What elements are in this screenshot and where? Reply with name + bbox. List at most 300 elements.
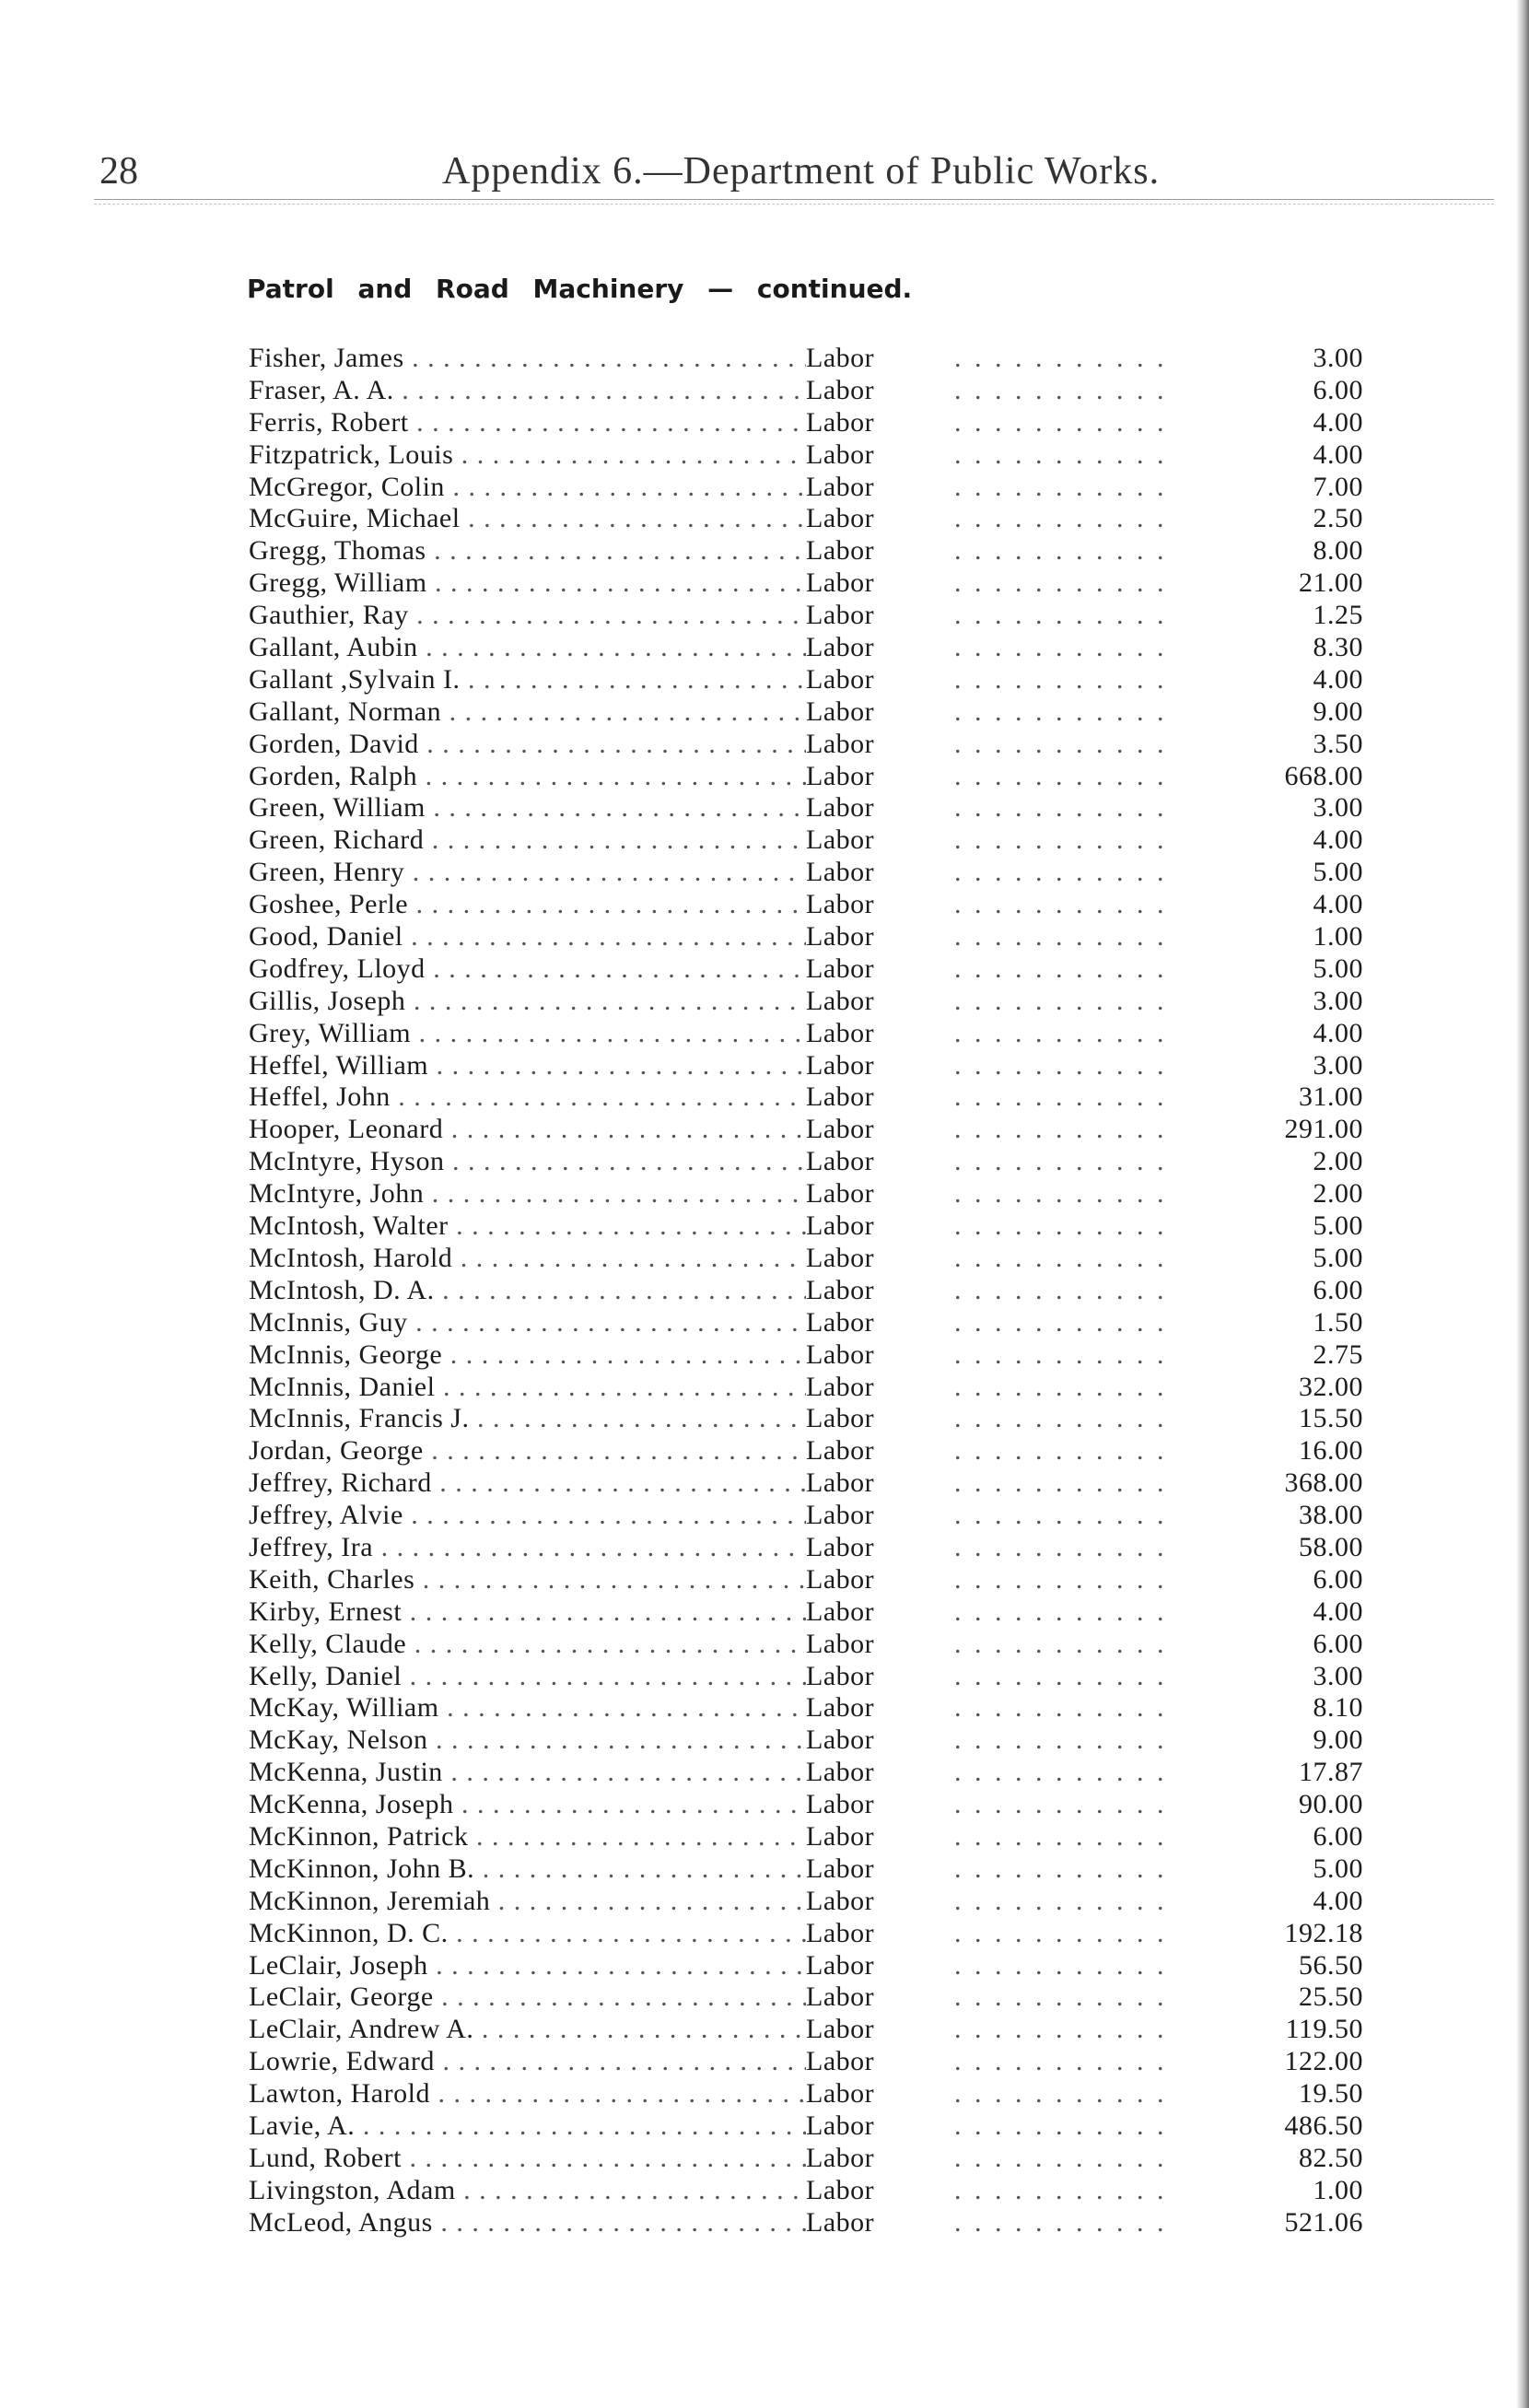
ledger-row xyxy=(249,792,1363,824)
payment-kind: Labor xyxy=(806,1981,875,2013)
ledger-row xyxy=(249,1114,1363,1146)
payment-amount: 6.00 xyxy=(1313,1628,1363,1659)
payment-amount: 4.00 xyxy=(1313,824,1363,856)
payee-name: Lund, Robert . . . xyxy=(249,2143,806,2175)
payment-amount: 3.00 xyxy=(1313,1660,1363,1691)
payment-amount: 291.00 xyxy=(1284,1114,1363,1145)
payee-name: McKinnon, John B. . . . xyxy=(249,1853,806,1886)
payment-amount: 38.00 xyxy=(1299,1500,1363,1531)
ledger-table xyxy=(249,343,1363,2239)
payment-kind: Labor xyxy=(806,1563,875,1595)
ledger-row xyxy=(249,2078,1363,2110)
payment-amount: 486.50 xyxy=(1284,2110,1363,2141)
payment-kind-cell xyxy=(806,1435,1165,1467)
payment-kind: Labor xyxy=(806,600,875,631)
payment-amount: 3.00 xyxy=(1313,985,1363,1016)
payee-name: McGuire, Michael . . . xyxy=(249,503,806,535)
payment-kind-cell xyxy=(806,824,1165,857)
payee-name: McInnis, George . . . xyxy=(249,1339,806,1372)
payee-name: Green, Richard . . . xyxy=(249,824,806,857)
payment-kind: Labor xyxy=(806,374,875,405)
ledger-row xyxy=(249,600,1363,632)
payment-kind-cell xyxy=(806,1950,1165,1982)
payment-kind: Labor xyxy=(806,857,875,888)
payment-kind-cell xyxy=(806,1789,1165,1821)
ledger-row xyxy=(249,1853,1363,1886)
payee-name: McIntosh, Walter . . . xyxy=(249,1210,806,1243)
payee-name: McInnis, Francis J. . . . xyxy=(249,1403,806,1435)
payee-name: Godfrey, Lloyd . . . xyxy=(249,953,806,986)
payment-kind-cell xyxy=(806,600,1165,632)
payment-kind-cell xyxy=(806,2078,1165,2110)
header-rule-secondary xyxy=(94,204,1494,205)
payment-amount: 1.00 xyxy=(1313,921,1363,953)
payment-kind: Labor xyxy=(806,1724,875,1756)
payment-amount: 2.75 xyxy=(1313,1338,1363,1370)
payment-kind-cell xyxy=(806,1018,1165,1050)
payment-amount: 4.00 xyxy=(1313,1885,1363,1916)
payment-kind: Labor xyxy=(806,1306,875,1338)
payment-amount: 9.00 xyxy=(1313,696,1363,727)
ledger-row xyxy=(249,1050,1363,1082)
payment-kind: Labor xyxy=(806,438,875,470)
ledger-row xyxy=(249,2175,1363,2207)
payment-kind: Labor xyxy=(806,1114,875,1145)
ledger-row xyxy=(249,1661,1363,1693)
payment-amount: 4.00 xyxy=(1313,889,1363,920)
ledger-row xyxy=(249,1532,1363,1564)
payment-kind-cell xyxy=(806,889,1165,921)
payment-kind-cell xyxy=(806,1724,1165,1757)
payee-name: Jordan, George . . . xyxy=(249,1435,806,1467)
payment-kind-cell xyxy=(806,343,1165,375)
payment-amount: 8.30 xyxy=(1313,632,1363,663)
payment-kind-cell xyxy=(806,953,1165,986)
payment-kind-cell xyxy=(806,2110,1165,2143)
payee-name: Gallant, Aubin . . . xyxy=(249,632,806,664)
payment-amount: 21.00 xyxy=(1299,567,1363,599)
ledger-row xyxy=(249,1564,1363,1596)
ledger-row xyxy=(249,986,1363,1018)
payment-amount: 90.00 xyxy=(1299,1789,1363,1820)
payment-kind: Labor xyxy=(806,2046,875,2077)
payment-amount: 2.00 xyxy=(1313,1178,1363,1210)
payment-kind-cell xyxy=(806,1918,1165,1950)
payment-amount: 6.00 xyxy=(1313,374,1363,405)
ledger-row xyxy=(249,535,1363,567)
payment-amount: 4.00 xyxy=(1313,406,1363,438)
ledger-row xyxy=(249,1821,1363,1853)
payee-name: McInnis, Daniel . . . xyxy=(249,1372,806,1404)
payment-kind-cell xyxy=(806,472,1165,504)
payment-kind: Labor xyxy=(806,1917,875,1948)
payment-kind-cell xyxy=(806,1757,1165,1789)
payee-name: LeClair, Joseph . . . xyxy=(249,1950,806,1982)
payee-name: Lavie, A. . . . xyxy=(249,2110,806,2143)
ledger-row xyxy=(249,664,1363,696)
payee-name: LeClair, Andrew A. . . . xyxy=(249,2014,806,2046)
payment-kind-cell xyxy=(806,1629,1165,1661)
payment-kind: Labor xyxy=(806,696,875,727)
payment-kind: Labor xyxy=(806,1274,875,1305)
payee-name: McIntosh, Harold . . . xyxy=(249,1243,806,1275)
payment-kind-cell xyxy=(806,1339,1165,1372)
payment-amount: 368.00 xyxy=(1284,1467,1363,1499)
payee-name: Gauthier, Ray . . . xyxy=(249,600,806,632)
payment-kind-cell xyxy=(806,1692,1165,1724)
payment-amount: 19.50 xyxy=(1299,2078,1363,2110)
payment-kind-cell xyxy=(806,1821,1165,1853)
payment-amount: 3.00 xyxy=(1313,343,1363,373)
ledger-row xyxy=(249,407,1363,439)
payment-kind-cell xyxy=(806,1661,1165,1693)
payment-kind: Labor xyxy=(806,632,875,663)
payee-name: Jeffrey, Ira . . . xyxy=(249,1532,806,1564)
payment-amount: 668.00 xyxy=(1284,760,1363,791)
payment-kind: Labor xyxy=(806,1596,875,1627)
payment-amount: 8.00 xyxy=(1313,535,1363,567)
payee-name: Green, Henry . . . xyxy=(249,857,806,889)
payment-kind-cell xyxy=(806,1307,1165,1339)
ledger-row xyxy=(249,1692,1363,1724)
payment-kind-cell xyxy=(806,567,1165,600)
payment-kind-cell xyxy=(806,696,1165,729)
ledger-row xyxy=(249,1372,1363,1404)
payee-name: McKay, Nelson . . . xyxy=(249,1724,806,1757)
payment-kind-cell xyxy=(806,1596,1165,1629)
ledger-row xyxy=(249,761,1363,793)
payment-kind-cell xyxy=(806,857,1165,889)
payment-kind-cell xyxy=(806,2046,1165,2078)
ledger-row xyxy=(249,2014,1363,2046)
ledger-row xyxy=(249,2207,1363,2239)
payment-kind-cell xyxy=(806,632,1165,664)
payee-name: Lawton, Harold . . . xyxy=(249,2078,806,2110)
payment-kind: Labor xyxy=(806,663,875,695)
payment-kind-cell xyxy=(806,375,1165,407)
payee-name: Gregg, Thomas . . . xyxy=(249,535,806,567)
ledger-row xyxy=(249,1950,1363,1982)
payment-amount: 3.00 xyxy=(1313,792,1363,824)
payee-name: Heffel, John . . . xyxy=(249,1081,806,1114)
payee-name: Gallant, Norman . . . xyxy=(249,696,806,729)
section-heading: Patrol and Road Machinery — continued. xyxy=(247,274,913,304)
payment-amount: 4.00 xyxy=(1313,1596,1363,1627)
payment-amount: 6.00 xyxy=(1313,1563,1363,1595)
ledger-row xyxy=(249,1178,1363,1210)
payment-amount: 5.00 xyxy=(1313,857,1363,888)
ledger-row xyxy=(249,1435,1363,1467)
payment-kind: Labor xyxy=(806,535,875,567)
payment-amount: 16.00 xyxy=(1299,1435,1363,1467)
payee-name: Livingston, Adam . . . xyxy=(249,2175,806,2207)
ledger-row xyxy=(249,1500,1363,1532)
payee-name: McKinnon, Patrick . . . xyxy=(249,1821,806,1853)
payment-kind: Labor xyxy=(806,889,875,920)
payment-amount: 58.00 xyxy=(1299,1531,1363,1562)
payment-kind-cell xyxy=(806,1114,1165,1146)
payment-kind: Labor xyxy=(806,1660,875,1691)
payment-kind-cell xyxy=(806,2014,1165,2046)
payment-kind-cell xyxy=(806,1467,1165,1500)
ledger-row xyxy=(249,889,1363,921)
payment-kind: Labor xyxy=(806,406,875,438)
payment-kind: Labor xyxy=(806,2110,875,2141)
payment-kind-cell xyxy=(806,2207,1165,2239)
payment-kind: Labor xyxy=(806,985,875,1016)
payee-name: Green, William . . . xyxy=(249,792,806,824)
ledger-row xyxy=(249,2143,1363,2175)
payee-name: LeClair, George . . . xyxy=(249,1981,806,2014)
ledger-row xyxy=(249,824,1363,857)
payee-name: McKinnon, D. C. . . . xyxy=(249,1918,806,1950)
payment-kind: Labor xyxy=(806,2206,875,2238)
payment-amount: 1.00 xyxy=(1313,2174,1363,2205)
payment-kind: Labor xyxy=(806,2014,875,2045)
payment-amount: 7.00 xyxy=(1313,471,1363,502)
payment-kind-cell xyxy=(806,1981,1165,2014)
payment-amount: 56.50 xyxy=(1299,1949,1363,1981)
payment-kind-cell xyxy=(806,986,1165,1018)
payee-name: Fisher, James . . . xyxy=(249,343,806,375)
payment-kind-cell xyxy=(806,761,1165,793)
payment-amount: 8.10 xyxy=(1313,1692,1363,1724)
payment-amount: 4.00 xyxy=(1313,438,1363,470)
ledger-row xyxy=(249,2110,1363,2143)
payment-kind: Labor xyxy=(806,1049,875,1081)
ledger-row xyxy=(249,1886,1363,1918)
ledger-row xyxy=(249,1789,1363,1821)
payment-kind-cell xyxy=(806,2143,1165,2175)
payment-amount: 4.00 xyxy=(1313,1017,1363,1048)
payee-name: McIntyre, John . . . xyxy=(249,1178,806,1210)
payment-kind-cell xyxy=(806,664,1165,696)
page-edge-shadow xyxy=(1516,0,1529,2408)
payment-amount: 2.00 xyxy=(1313,1146,1363,1177)
payment-amount: 25.50 xyxy=(1299,1981,1363,2013)
payment-kind-cell xyxy=(806,2175,1165,2207)
ledger-row xyxy=(249,1724,1363,1757)
payment-kind: Labor xyxy=(806,1081,875,1113)
payment-amount: 4.00 xyxy=(1313,663,1363,695)
ledger-row xyxy=(249,1243,1363,1275)
payment-amount: 15.50 xyxy=(1299,1403,1363,1434)
payment-kind-cell xyxy=(806,407,1165,439)
ledger-row xyxy=(249,729,1363,761)
payment-kind: Labor xyxy=(806,503,875,534)
payment-kind: Labor xyxy=(806,953,875,984)
payee-name: Kelly, Claude . . . xyxy=(249,1629,806,1661)
payment-amount: 82.50 xyxy=(1299,2142,1363,2173)
payment-kind: Labor xyxy=(806,760,875,791)
payment-kind: Labor xyxy=(806,1146,875,1177)
payment-kind: Labor xyxy=(806,1178,875,1210)
payment-kind: Labor xyxy=(806,1435,875,1467)
ledger-row xyxy=(249,1629,1363,1661)
payment-kind: Labor xyxy=(806,728,875,759)
ledger-row xyxy=(249,1339,1363,1372)
payment-kind-cell xyxy=(806,1146,1165,1178)
payee-name: McKay, William . . . xyxy=(249,1692,806,1724)
payment-kind: Labor xyxy=(806,921,875,953)
payment-kind: Labor xyxy=(806,824,875,856)
payment-amount: 32.00 xyxy=(1299,1371,1363,1402)
payee-name: McInnis, Guy . . . xyxy=(249,1307,806,1339)
payment-kind-cell xyxy=(806,1210,1165,1243)
payee-name: McIntosh, D. A. . . . xyxy=(249,1275,806,1307)
payment-kind: Labor xyxy=(806,1789,875,1820)
ledger-row xyxy=(249,1596,1363,1629)
payment-amount: 3.50 xyxy=(1313,728,1363,759)
payment-kind: Labor xyxy=(806,1820,875,1852)
payment-kind-cell xyxy=(806,792,1165,824)
payment-kind-cell xyxy=(806,1500,1165,1532)
payment-kind: Labor xyxy=(806,792,875,824)
payment-kind-cell xyxy=(806,1243,1165,1275)
payment-kind: Labor xyxy=(806,1371,875,1402)
payment-kind-cell xyxy=(806,1564,1165,1596)
payee-name: McLeod, Angus . . . xyxy=(249,2207,806,2239)
payment-kind-cell xyxy=(806,439,1165,472)
payment-kind: Labor xyxy=(806,1210,875,1242)
payment-amount: 122.00 xyxy=(1284,2046,1363,2077)
payee-name: Fraser, A. A. . . . xyxy=(249,375,806,407)
ledger-row xyxy=(249,472,1363,504)
ledger-row xyxy=(249,1757,1363,1789)
payee-name: Good, Daniel . . . xyxy=(249,921,806,953)
payment-kind: Labor xyxy=(806,343,875,373)
payee-name: Ferris, Robert . . . xyxy=(249,407,806,439)
payment-amount: 5.00 xyxy=(1313,1853,1363,1884)
payment-amount: 1.25 xyxy=(1313,600,1363,631)
ledger-row xyxy=(249,1981,1363,2014)
payee-name: Jeffrey, Richard . . . xyxy=(249,1467,806,1500)
ledger-row xyxy=(249,439,1363,472)
payment-amount: 3.00 xyxy=(1313,1049,1363,1081)
ledger-row xyxy=(249,1275,1363,1307)
payment-kind: Labor xyxy=(806,1403,875,1434)
payment-kind-cell xyxy=(806,1532,1165,1564)
payment-kind: Labor xyxy=(806,1338,875,1370)
payment-kind: Labor xyxy=(806,2142,875,2173)
ledger-row xyxy=(249,1467,1363,1500)
payment-kind-cell xyxy=(806,1372,1165,1404)
payee-name: Jeffrey, Alvie . . . xyxy=(249,1500,806,1532)
payment-kind: Labor xyxy=(806,1467,875,1499)
payee-name: Fitzpatrick, Louis . . . xyxy=(249,439,806,472)
ledger-row xyxy=(249,1146,1363,1178)
payment-kind-cell xyxy=(806,1050,1165,1082)
payee-name: Gallant ,Sylvain I. . . . xyxy=(249,664,806,696)
payment-amount: 5.00 xyxy=(1313,1242,1363,1273)
payee-name: Lowrie, Edward . . . xyxy=(249,2046,806,2078)
ledger-row xyxy=(249,567,1363,600)
payment-amount: 9.00 xyxy=(1313,1724,1363,1756)
payment-kind-cell xyxy=(806,921,1165,953)
payment-kind-cell xyxy=(806,1886,1165,1918)
ledger-row xyxy=(249,375,1363,407)
payee-name: Gillis, Joseph . . . xyxy=(249,986,806,1018)
payee-name: Heffel, William . . . xyxy=(249,1050,806,1082)
payment-kind: Labor xyxy=(806,1500,875,1531)
payment-kind: Labor xyxy=(806,1885,875,1916)
payment-kind: Labor xyxy=(806,1853,875,1884)
payment-amount: 5.00 xyxy=(1313,1210,1363,1242)
payment-kind: Labor xyxy=(806,1017,875,1048)
payee-name: Hooper, Leonard . . . xyxy=(249,1114,806,1146)
payee-name: McKinnon, Jeremiah . . . xyxy=(249,1886,806,1918)
payee-name: Goshee, Perle . . . xyxy=(249,889,806,921)
payment-amount: 6.00 xyxy=(1313,1820,1363,1852)
payment-kind-cell xyxy=(806,535,1165,567)
ledger-row xyxy=(249,1403,1363,1435)
page-number: 28 xyxy=(99,150,138,193)
payment-kind-cell xyxy=(806,1853,1165,1886)
ledger-row xyxy=(249,632,1363,664)
payment-amount: 17.87 xyxy=(1299,1757,1363,1788)
payment-kind: Labor xyxy=(806,1692,875,1724)
payment-kind: Labor xyxy=(806,2078,875,2110)
running-head: Appendix 6.—Department of Public Works. xyxy=(442,150,1161,193)
payee-name: Grey, William . . . xyxy=(249,1018,806,1050)
payee-name: McIntyre, Hyson . . . xyxy=(249,1146,806,1178)
payment-kind-cell xyxy=(806,1081,1165,1114)
payment-kind-cell xyxy=(806,1178,1165,1210)
ledger-row xyxy=(249,2046,1363,2078)
payee-name: McGregor, Colin . . . xyxy=(249,472,806,504)
ledger-row xyxy=(249,1918,1363,1950)
payee-name: McKenna, Joseph . . . xyxy=(249,1789,806,1821)
payment-kind: Labor xyxy=(806,567,875,599)
header-rule xyxy=(94,199,1494,200)
payment-kind: Labor xyxy=(806,1757,875,1788)
payment-kind-cell xyxy=(806,729,1165,761)
payment-amount: 6.00 xyxy=(1313,1274,1363,1305)
payment-kind-cell xyxy=(806,503,1165,535)
ledger-row xyxy=(249,921,1363,953)
payee-name: Gorden, David . . . xyxy=(249,729,806,761)
payment-amount: 119.50 xyxy=(1285,2014,1363,2045)
ledger-row xyxy=(249,696,1363,729)
ledger-row xyxy=(249,1081,1363,1114)
payment-amount: 192.18 xyxy=(1284,1917,1363,1948)
payment-kind: Labor xyxy=(806,1949,875,1981)
ledger-row xyxy=(249,1210,1363,1243)
payment-kind: Labor xyxy=(806,471,875,502)
payment-kind-cell xyxy=(806,1403,1165,1435)
payment-kind: Labor xyxy=(806,1628,875,1659)
payee-name: McKenna, Justin . . . xyxy=(249,1757,806,1789)
page-header xyxy=(99,136,1490,201)
payment-amount: 521.06 xyxy=(1284,2206,1363,2238)
ledger-row xyxy=(249,1018,1363,1050)
payment-kind-cell xyxy=(806,1275,1165,1307)
payment-amount: 1.50 xyxy=(1313,1306,1363,1338)
ledger-row xyxy=(249,343,1363,375)
payment-amount: 2.50 xyxy=(1313,503,1363,534)
payee-name: Keith, Charles . . . xyxy=(249,1564,806,1596)
payment-amount: 5.00 xyxy=(1313,953,1363,984)
payee-name: Gregg, William . . . xyxy=(249,567,806,600)
payment-kind: Labor xyxy=(806,1242,875,1273)
payment-kind: Labor xyxy=(806,1531,875,1562)
ledger-row xyxy=(249,857,1363,889)
ledger-row xyxy=(249,953,1363,986)
payment-amount: 31.00 xyxy=(1299,1081,1363,1113)
payment-kind: Labor xyxy=(806,2174,875,2205)
payee-name: Gorden, Ralph . . . xyxy=(249,761,806,793)
ledger-row xyxy=(249,1307,1363,1339)
